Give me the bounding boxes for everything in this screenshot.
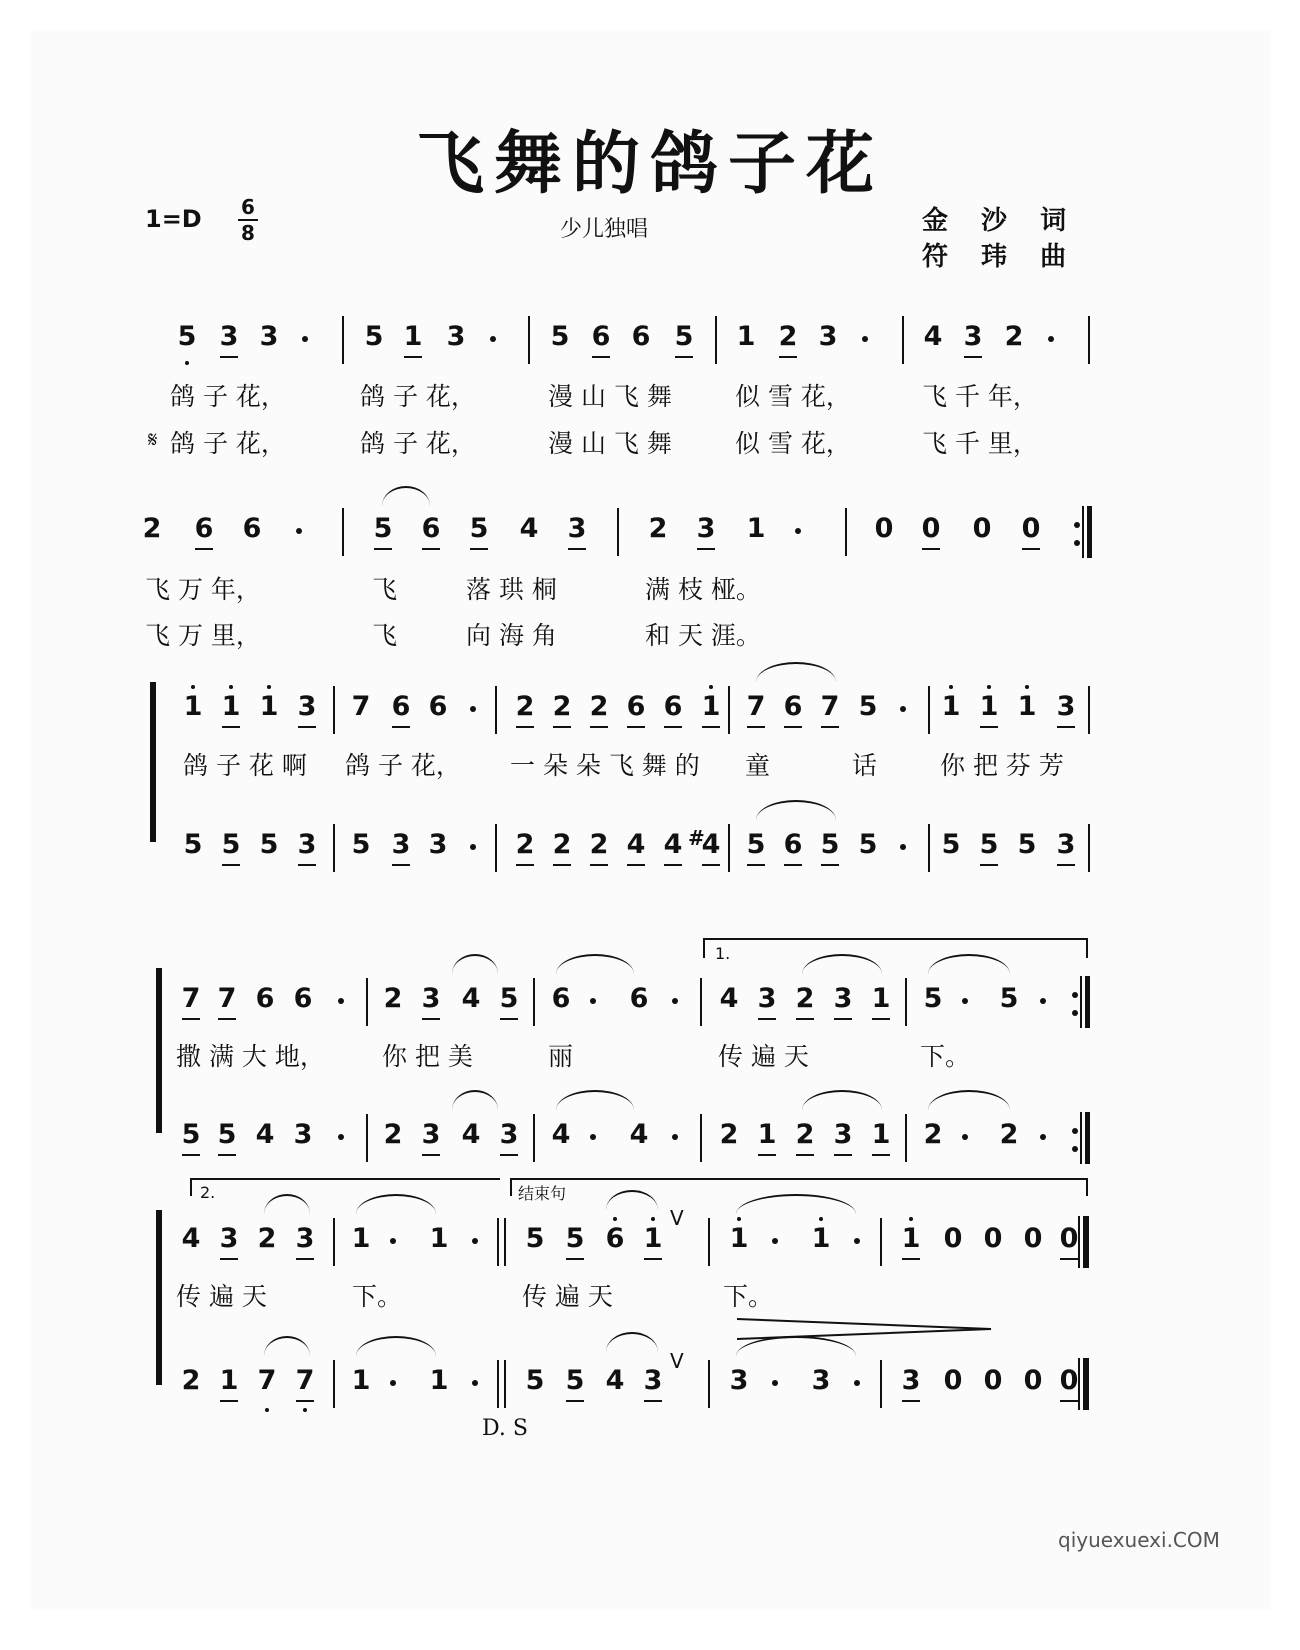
barline <box>1078 1358 1080 1410</box>
lyric-line: 鸽 子 花， <box>170 429 286 458</box>
barline <box>333 824 335 872</box>
repeat-dot <box>1072 1146 1078 1152</box>
key-signature: 1=D <box>145 205 202 233</box>
barline <box>497 1360 499 1408</box>
note: 1 <box>871 983 891 1014</box>
note: 5 <box>183 829 203 860</box>
barline <box>905 978 907 1026</box>
note: 7 <box>257 1365 277 1396</box>
repeat-dot <box>1074 540 1080 546</box>
note: 1 <box>183 691 203 722</box>
note: 4 <box>255 1119 275 1150</box>
note: 2 <box>719 1119 739 1150</box>
lyric-line: 满 枝 桠。 <box>645 575 761 604</box>
barline <box>497 1218 499 1266</box>
note: 1 <box>736 321 756 352</box>
duration-dot <box>900 706 906 712</box>
barline <box>333 686 335 734</box>
barline <box>700 978 702 1026</box>
note: 7 <box>746 691 766 722</box>
note: 5 <box>999 983 1019 1014</box>
note: 1 <box>429 1365 449 1396</box>
note: 2 <box>181 1365 201 1396</box>
duration-dot <box>772 1380 778 1386</box>
note: 1 <box>701 691 721 722</box>
note: 5 <box>373 513 393 544</box>
note: 5 <box>565 1223 585 1254</box>
note: 6 <box>629 983 649 1014</box>
performance-note: 少儿独唱 <box>560 217 649 242</box>
lyric-line: 鸽 子 花 啊 <box>183 751 307 780</box>
breath-mark-icon: V <box>670 1349 684 1373</box>
lyricist-credit: 金 沙 词 <box>922 206 1079 236</box>
lyric-line: 鸽 子 花， <box>360 382 476 411</box>
note: 5 <box>469 513 489 544</box>
note: 4 <box>181 1223 201 1254</box>
barline <box>342 508 344 556</box>
note: 7 <box>351 691 371 722</box>
note: 0 <box>874 513 894 544</box>
lyric-line: 话 <box>852 751 878 780</box>
note: 4 <box>461 983 481 1014</box>
volta-line <box>703 938 1088 940</box>
note: 4 <box>719 983 739 1014</box>
barline <box>1083 1358 1089 1410</box>
note: 5 <box>217 1119 237 1150</box>
lyric-line: 似 雪 花， <box>735 382 851 411</box>
note: 7 <box>295 1365 315 1396</box>
note: 5 <box>820 829 840 860</box>
note: 6 <box>255 983 275 1014</box>
note: 4 <box>701 829 721 860</box>
note: 7 <box>820 691 840 722</box>
duration-dot <box>338 1134 344 1140</box>
repeat-dot <box>1072 1128 1078 1134</box>
note: 5 <box>923 983 943 1014</box>
note: 3 <box>219 321 239 352</box>
barline <box>1088 316 1090 364</box>
duration-dot <box>490 336 496 342</box>
note: 1 <box>351 1223 371 1254</box>
note: 2 <box>515 829 535 860</box>
note: 5 <box>979 829 999 860</box>
duration-dot <box>772 1238 778 1244</box>
lyric-line: 鸽 子 花， <box>345 751 461 780</box>
note: 5 <box>181 1119 201 1150</box>
duration-dot <box>795 528 801 534</box>
barline <box>1088 686 1090 734</box>
note: 5 <box>941 829 961 860</box>
note: 1 <box>901 1223 921 1254</box>
note: 0 <box>983 1365 1003 1396</box>
watermark: qiyuexuexi.COM <box>1058 1528 1220 1552</box>
duration-dot <box>672 998 678 1004</box>
lyric-line: 鸽 子 花， <box>360 429 476 458</box>
volta-line <box>190 1178 500 1180</box>
note: 7 <box>181 983 201 1014</box>
note: 3 <box>499 1119 519 1150</box>
duration-dot <box>302 336 308 342</box>
barline <box>533 1114 535 1162</box>
note: 3 <box>811 1365 831 1396</box>
note: 4 <box>629 1119 649 1150</box>
repeat-dot <box>1074 522 1080 528</box>
note: 1 <box>1017 691 1037 722</box>
volta-line <box>1086 1178 1088 1196</box>
note: 6 <box>293 983 313 1014</box>
barline <box>533 978 535 1026</box>
lyric-line: 你 把 美 <box>382 1042 473 1071</box>
lyric-line: 和 天 涯。 <box>645 621 761 650</box>
lyric-line: 飞 万 里， <box>145 621 261 650</box>
lyric-line: 下。 <box>352 1282 403 1311</box>
note: 0 <box>1059 1365 1079 1396</box>
lyric-line: 飞 <box>372 575 398 604</box>
note: 3 <box>297 829 317 860</box>
volta-line <box>510 1178 1088 1180</box>
note: 1 <box>351 1365 371 1396</box>
note: 0 <box>1021 513 1041 544</box>
duration-dot <box>470 844 476 850</box>
note: 3 <box>833 1119 853 1150</box>
note: 2 <box>1004 321 1024 352</box>
lyric-line: 传 遍 天 <box>522 1282 613 1311</box>
note: 3 <box>295 1223 315 1254</box>
note: 2 <box>383 983 403 1014</box>
duration-dot <box>472 1238 478 1244</box>
duration-dot <box>962 998 968 1004</box>
repeat-dot <box>1072 992 1078 998</box>
note: 5 <box>858 829 878 860</box>
barline <box>928 686 930 734</box>
duration-dot <box>470 706 476 712</box>
duration-dot <box>296 528 302 534</box>
barline <box>928 824 930 872</box>
ending-label: 结束句 <box>518 1184 567 1203</box>
volta-line <box>1086 938 1088 958</box>
note: 4 <box>519 513 539 544</box>
note: 3 <box>293 1119 313 1150</box>
note: 6 <box>605 1223 625 1254</box>
note: 6 <box>194 513 214 544</box>
note: 4 <box>626 829 646 860</box>
note: 1 <box>643 1223 663 1254</box>
note: 5 <box>550 321 570 352</box>
barline <box>845 508 847 556</box>
lyric-line: 漫 山 飞 舞 <box>548 382 672 411</box>
barline <box>1085 976 1090 1028</box>
time-numerator: 6 <box>241 195 255 219</box>
segno-icon: 𝄋 <box>148 428 158 453</box>
note: 2 <box>515 691 535 722</box>
note: 3 <box>297 691 317 722</box>
duration-dot <box>900 844 906 850</box>
note: 3 <box>1056 829 1076 860</box>
note: 3 <box>696 513 716 544</box>
sharp-icon: # <box>688 826 705 850</box>
note: 3 <box>818 321 838 352</box>
barline <box>700 1114 702 1162</box>
note: 2 <box>142 513 162 544</box>
barline <box>1087 506 1092 558</box>
duration-dot <box>862 336 868 342</box>
note: 1 <box>403 321 423 352</box>
note: 5 <box>499 983 519 1014</box>
note: 3 <box>567 513 587 544</box>
note: 3 <box>446 321 466 352</box>
note: 6 <box>391 691 411 722</box>
barline <box>1080 1112 1082 1164</box>
note: 4 <box>461 1119 481 1150</box>
volta-2-label: 2. <box>200 1183 216 1202</box>
lyric-line: 飞 千 里， <box>922 429 1038 458</box>
note: 5 <box>525 1365 545 1396</box>
lyric-line: 传 遍 天 <box>718 1042 809 1071</box>
barline <box>880 1218 882 1266</box>
lyric-line: 落 珙 桐 <box>466 575 557 604</box>
note: 1 <box>757 1119 777 1150</box>
note: 3 <box>963 321 983 352</box>
note: 2 <box>778 321 798 352</box>
lyric-line: 鸽 子 花， <box>170 382 286 411</box>
note: 0 <box>943 1365 963 1396</box>
note: 4 <box>551 1119 571 1150</box>
note: 0 <box>1059 1223 1079 1254</box>
lyric-line: 飞 万 年， <box>145 575 261 604</box>
lyric-line: 似 雪 花， <box>735 429 851 458</box>
note: 5 <box>1017 829 1037 860</box>
lyric-line: 下。 <box>723 1282 774 1311</box>
note: 3 <box>757 983 777 1014</box>
note: 1 <box>746 513 766 544</box>
lyric-line: 漫 山 飞 舞 <box>548 429 672 458</box>
note: 6 <box>428 691 448 722</box>
note: 1 <box>219 1365 239 1396</box>
barline <box>366 1114 368 1162</box>
system-bracket <box>150 682 156 842</box>
barline <box>728 686 730 734</box>
duration-dot <box>590 1134 596 1140</box>
lyric-line: 传 遍 天 <box>176 1282 267 1311</box>
volta-line <box>703 938 705 958</box>
note: 3 <box>833 983 853 1014</box>
lyric-line: 飞 千 年， <box>922 382 1038 411</box>
note: 1 <box>979 691 999 722</box>
note: 2 <box>257 1223 277 1254</box>
barline <box>1078 1216 1080 1268</box>
note: 1 <box>221 691 241 722</box>
note: 1 <box>811 1223 831 1254</box>
note: 6 <box>783 829 803 860</box>
note: 5 <box>565 1365 585 1396</box>
note: 0 <box>943 1223 963 1254</box>
note: 3 <box>391 829 411 860</box>
note: 5 <box>674 321 694 352</box>
lyric-line: 丽 <box>548 1042 574 1071</box>
note: 6 <box>421 513 441 544</box>
duration-dot <box>1040 1134 1046 1140</box>
duration-dot <box>390 1380 396 1386</box>
note: 2 <box>552 691 572 722</box>
note: 3 <box>643 1365 663 1396</box>
volta-line <box>510 1178 512 1196</box>
note: 2 <box>795 983 815 1014</box>
barline <box>715 316 717 364</box>
duration-dot <box>1040 998 1046 1004</box>
lyric-line: 一 朵 朵 飞 舞 的 <box>510 751 700 780</box>
barline <box>617 508 619 556</box>
note: 5 <box>746 829 766 860</box>
repeat-dot <box>1072 1010 1078 1016</box>
note: 2 <box>999 1119 1019 1150</box>
note: 6 <box>551 983 571 1014</box>
note: 5 <box>259 829 279 860</box>
note: 3 <box>428 829 448 860</box>
lyric-line: 你 把 芬 芳 <box>940 751 1064 780</box>
composer-credit: 符 玮 曲 <box>922 242 1079 272</box>
barline <box>708 1218 710 1266</box>
barline <box>366 978 368 1026</box>
note: 2 <box>383 1119 403 1150</box>
note: 2 <box>923 1119 943 1150</box>
barline <box>728 824 730 872</box>
diminuendo-hairpin <box>735 1317 995 1341</box>
barline <box>504 1218 506 1266</box>
time-denominator: 8 <box>241 221 255 245</box>
volta-line <box>190 1178 192 1196</box>
barline <box>528 316 530 364</box>
note: 6 <box>242 513 262 544</box>
barline <box>708 1360 710 1408</box>
system-bracket <box>156 1210 162 1385</box>
note: 4 <box>923 321 943 352</box>
hairpin-stroke <box>737 1319 991 1339</box>
barline <box>1088 824 1090 872</box>
barline <box>905 1114 907 1162</box>
barline <box>495 686 497 734</box>
note: 3 <box>1056 691 1076 722</box>
barline <box>1085 1112 1090 1164</box>
note: 4 <box>663 829 683 860</box>
system-bracket <box>156 968 162 1133</box>
breath-mark-icon: V <box>670 1206 684 1230</box>
note: 3 <box>421 1119 441 1150</box>
barline <box>902 316 904 364</box>
note: 3 <box>259 321 279 352</box>
note: 0 <box>972 513 992 544</box>
note: 2 <box>589 691 609 722</box>
barline <box>333 1218 335 1266</box>
volta-1-label: 1. <box>715 944 731 963</box>
barline <box>495 824 497 872</box>
note: 4 <box>605 1365 625 1396</box>
note: 5 <box>364 321 384 352</box>
note: 1 <box>729 1223 749 1254</box>
note: 2 <box>795 1119 815 1150</box>
duration-dot <box>338 998 344 1004</box>
note: 0 <box>921 513 941 544</box>
duration-dot <box>672 1134 678 1140</box>
note: 0 <box>1023 1223 1043 1254</box>
note: 5 <box>858 691 878 722</box>
note: 5 <box>525 1223 545 1254</box>
note: 3 <box>901 1365 921 1396</box>
page-title: 飞舞的鸽子花 <box>415 125 884 204</box>
duration-dot <box>472 1380 478 1386</box>
duration-dot <box>854 1238 860 1244</box>
note: 3 <box>729 1365 749 1396</box>
note: 1 <box>941 691 961 722</box>
note: 3 <box>421 983 441 1014</box>
time-signature <box>238 196 258 244</box>
note: 0 <box>1023 1365 1043 1396</box>
duration-dot <box>854 1380 860 1386</box>
note: 6 <box>663 691 683 722</box>
duration-dot <box>1048 336 1054 342</box>
note: 1 <box>429 1223 449 1254</box>
note: 0 <box>983 1223 1003 1254</box>
note: 6 <box>626 691 646 722</box>
lyric-line: 撒 满 大 地， <box>176 1042 325 1071</box>
note: 5 <box>221 829 241 860</box>
duration-dot <box>390 1238 396 1244</box>
note: 3 <box>219 1223 239 1254</box>
barline <box>1080 976 1082 1028</box>
note: 5 <box>177 321 197 352</box>
barline <box>1082 506 1084 558</box>
note: 6 <box>783 691 803 722</box>
duration-dot <box>590 998 596 1004</box>
note: 6 <box>631 321 651 352</box>
barline <box>880 1360 882 1408</box>
note: 7 <box>217 983 237 1014</box>
ds-marking: D. S <box>482 1416 528 1441</box>
note: 6 <box>591 321 611 352</box>
note: 2 <box>552 829 572 860</box>
lyric-line: 下。 <box>920 1042 971 1071</box>
barline <box>342 316 344 364</box>
note: 2 <box>589 829 609 860</box>
barline <box>1083 1216 1089 1268</box>
barline <box>333 1360 335 1408</box>
note: 2 <box>648 513 668 544</box>
lyric-line: 童 <box>745 751 771 780</box>
note: 1 <box>259 691 279 722</box>
note: 5 <box>351 829 371 860</box>
note: 1 <box>871 1119 891 1150</box>
lyric-line: 向 海 角 <box>466 621 557 650</box>
lyric-line: 飞 <box>372 621 398 650</box>
barline <box>504 1360 506 1408</box>
duration-dot <box>962 1134 968 1140</box>
